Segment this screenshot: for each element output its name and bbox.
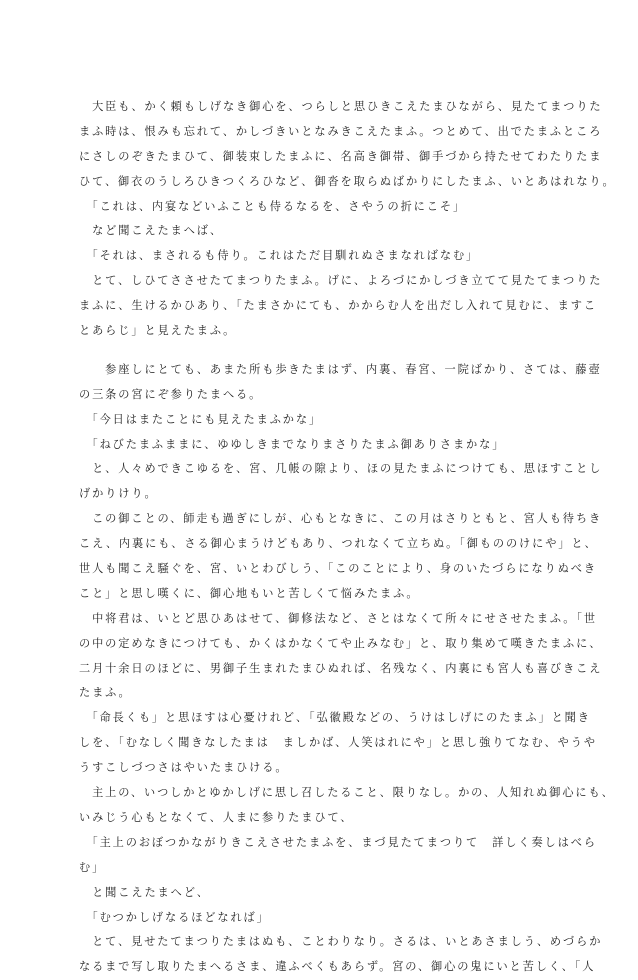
text-line: と聞こえたまへど、 [79,885,210,899]
text-line: うすこしづつさはやいたまひける。 [79,761,289,775]
text-line: 二月十余日のほどに、男御子生まれたまひぬれば、名残なく、内裏にも宮人も喜びきこえ [79,661,603,675]
text-line: いみじう心もとなくて、人まに参りたまひて、 [79,810,354,824]
text-line: たまふ。 [79,686,132,700]
text-line: 「命長くも」と思ほすは心憂けれど、「弘徽殿などの、うけはしげにのたまふ」と聞き [79,711,591,725]
text-line: の中の定めなきにつけても、かくはかなくてや止みなむ」と、取り集めて嘆きたまふに、 [79,636,603,650]
text-line: 「むつかしげなるほどなれば」 [79,910,270,924]
text-line: 主上の、いつしかとゆかしげに思し召したること、限りなし。かの、人知れぬ御心にも、 [79,786,615,800]
text-line: ひて、御衣のうしろひきつくろひなど、御沓を取らぬばかりにしたまふ、いとあはれなり。 [79,174,616,188]
text-line: この御ことの、師走も過ぎにしが、心もとなきに、この月はさりともと、宮人も待ちき [79,512,603,526]
text-line: 大臣も、かく頼もしげなき御心を、つらしと思ひきこえたまひながら、見たてまつりた [79,100,603,113]
text-line: まふ時は、恨みも忘れて、かしづきいとなみきこえたまふ。つとめて、出でたまふところ [79,124,603,138]
text-line: なるまで写し取りたまへるさま、違ふべくもあらず。宮の、御心の鬼にいと苦しく、「人 [79,960,596,974]
text-line: 「それは、まされるも侍り。これはただ目馴れぬさまなればなむ」 [79,249,480,263]
text-line: とて、見せたてまつりたまはぬも、ことわりなり。さるは、いとあさましう、めづらか [79,935,603,949]
text-line: とて、しひてささせたてまつりたまふ。げに、よろづにかしづき立てて見たてまつりた [79,274,603,288]
text-line: 参座しにとても、あまた所も歩きたまはず、内裏、春宮、一院ばかり、さては、藤壺 [79,362,602,376]
text-line: と、人々めできこゆるを、宮、几帳の隙より、ほの見たまふにつけても、思ほすことし [79,462,603,476]
document-body [79,95,616,980]
text-line: にさしのぞきたまひて、御装束したまふに、名高き御帯、御手づから持たせてわたりたま [79,149,603,163]
text-line: 「主上のおぼつかながりきこえさせたまふを、まづ見たてまつりて 詳しく奏しはべら [79,835,597,849]
text-line: の三条の宮にぞ参りたまへる。 [79,387,263,401]
text-line: 中将君は、いとど思ひあはせて、御修法など、さとはなくて所々にせさせたまふ。「世 [79,611,597,625]
text-line: など聞こえたまへば、 [79,224,223,238]
text-line: む」 [79,860,106,874]
text-line: 世人も聞こえ騒ぐを、宮、いとわびしう、「このことにより、身のいたづらになりぬべき [79,562,597,576]
text-line: 「これは、内宴などいふことも侍るなるを、さやうの折にこそ」 [79,199,467,213]
text-line: まふに、生けるかひあり、「たまさかにても、かからむ人を出だし入れて見むに、ますこ [79,299,597,313]
text-line: げかりけり。 [79,487,158,501]
paragraph-gap [79,344,558,358]
text-line: こと」と思し嘆くに、御心地もいと苦しくて悩みたまふ。 [79,586,420,600]
text-line: とあらじ」と見えたまふ。 [79,324,237,338]
text-line: こえ、内裏にも、さる御心まうけどもあり、つれなくて立ちぬ。「御もののけにや」と、 [79,537,598,551]
text-line: しを、「むなしく聞きなしたまは ましかば、人笑はれにや」と思し強りてなむ、やうや [79,736,597,750]
text-line: 「ねびたまふままに、ゆゆしきまでなりまさりたまふ御ありさまかな」 [79,437,506,451]
text-line: 「今日はまたことにも見えたまふかな」 [79,412,323,426]
